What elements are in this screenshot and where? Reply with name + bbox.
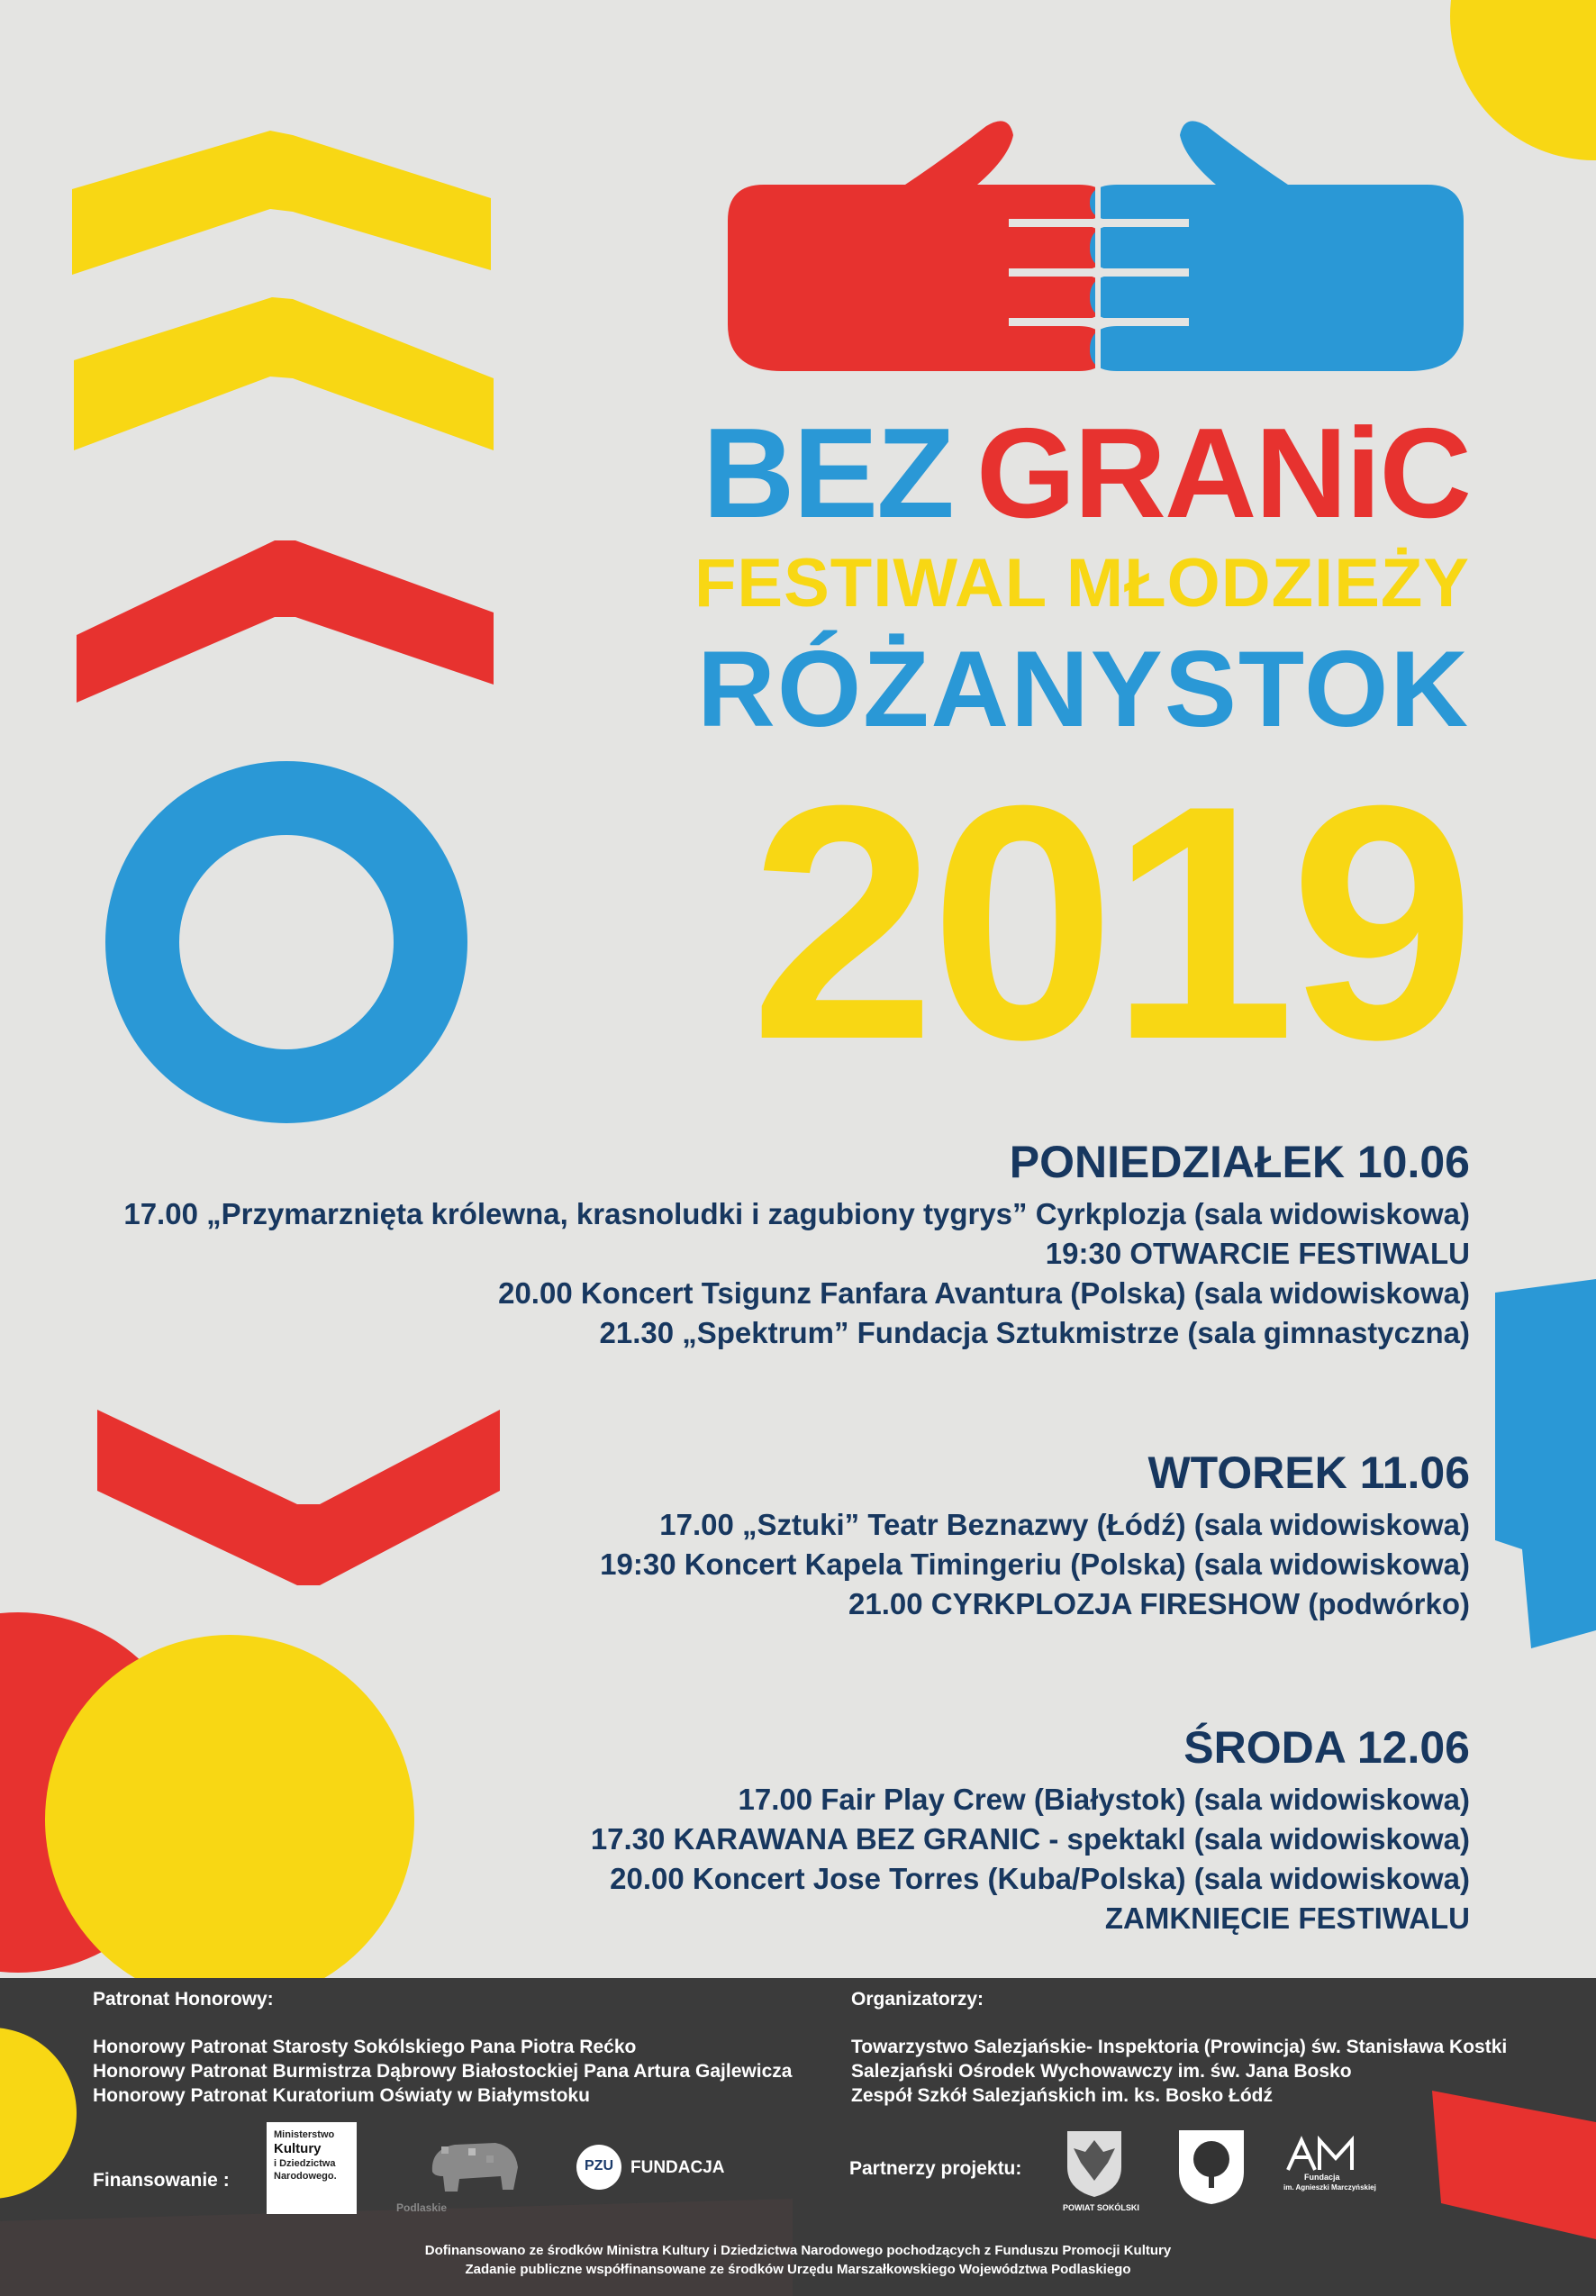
festival-city: RÓŻANYSTOK [697,629,1470,749]
schedule-day-wednesday [591,1722,1470,1938]
pzu-mark: PZU [585,2158,613,2173]
ministry-logo-line: Narodowego. [274,2171,337,2182]
ministry-logo-line: Kultury [274,2141,322,2156]
sponsors-footer [0,1978,1596,2296]
event-item: 17.00 „Sztuki” Teatr Beznazwy (Łódź) (sala widowiskowa) [659,1507,1470,1541]
yellow-circle-left [45,1635,414,2004]
brand-bez: BEZ [702,402,953,545]
event-item: 19:30 OTWARCIE FESTIWALU [1045,1236,1470,1270]
finansowanie-label: Finansowanie : [93,2170,230,2191]
ministry-logo [267,2122,357,2214]
yellow-chevron-1 [72,131,491,275]
patronat-heading: Patronat Honorowy: [93,1989,274,2010]
ministry-logo-line: i Dziedzictwa [274,2158,336,2169]
event-item: 19:30 Koncert Kapela Timingeriu (Polska) (sala widowiskowa) [600,1547,1470,1581]
organizator-line: Zespół Szkół Salezjańskich im. ks. Bosko Łódź [851,2085,1273,2106]
day-heading: ŚRODA 12.06 [1183,1722,1470,1773]
organizatorzy-heading: Organizatorzy: [851,1989,984,2010]
powiat-eagle-logo [1063,2127,1126,2199]
powiat-label: POWIAT SOKÓLSKI [1063,2203,1139,2212]
festival-year: 2019 [749,737,1470,1109]
yellow-chevron-2 [74,297,494,450]
festival-name [702,402,1470,545]
tree-crest-logo [1175,2127,1247,2206]
funding-note: Zadanie publiczne współfinansowane ze środków Urzędu Marszałkowskiego Województwa Podlaskiego [465,2262,1131,2277]
podlaskie-bison-logo [423,2136,527,2199]
event-item: 20.00 Koncert Jose Torres (Kuba/Polska) (sala widowiskowa) [610,1861,1470,1895]
footer-yellow-circle [0,2028,77,2199]
day-heading: PONIEDZIAŁEK 10.06 [1009,1137,1470,1187]
am-foundation-line: Fundacja [1304,2173,1340,2182]
schedule-day-tuesday [600,1447,1470,1624]
am-foundation-logo [1283,2136,1356,2172]
blue-edge-shape [1495,1279,1596,1648]
am-foundation-line: im. Agnieszki Marczyńskiej [1283,2183,1376,2192]
organizator-line: Salezjański Ośrodek Wychowawczy im. św. Jana Bosko [851,2061,1352,2082]
funding-note: Dofinansowano ze środków Ministra Kultury i Dziedzictwa Narodowego pochodzących z Funduszu Promocji Kultury [424,2243,1172,2258]
event-item: 21.30 „Spektrum” Fundacja Sztukmistrze (sala gimnastyczna) [599,1315,1470,1349]
yellow-circle-top-right [1450,0,1596,160]
event-item: 21.00 CYRKPLOZJA FIRESHOW (podwórko) [848,1586,1470,1620]
event-item: 17.00 „Przymarznięta królewna, krasnoludki i zagubiony tygrys” Cyrkplozja (sala widowiskowa) [123,1196,1470,1230]
patronat-line: Honorowy Patronat Starosty Sokólskiego Pana Piotra Rećko [93,2037,637,2057]
day-heading: WTOREK 11.06 [1147,1447,1470,1498]
footer-red-shape [1432,2091,1596,2239]
pzu-logo [576,2145,621,2190]
event-item: 17.30 KARAWANA BEZ GRANIC - spektakl (sala widowiskowa) [590,1821,1470,1856]
patronat-line: Honorowy Patronat Burmistrza Dąbrowy Białostockiej Pana Artura Gajlewicza [93,2061,793,2082]
organizator-line: Towarzystwo Salezjańskie- Inspektoria (Prowincja) św. Stanisława Kostki [851,2037,1508,2057]
festival-subtitle: FESTIWAL MŁODZIEŻY [694,545,1470,622]
red-v-chevron [97,1410,500,1585]
partnerzy-label: Partnerzy projektu: [849,2158,1022,2179]
event-item: 20.00 Koncert Tsigunz Fanfara Avantura (Polska) (sala widowiskowa) [498,1275,1470,1310]
event-item: ZAMKNIĘCIE FESTIWALU [1104,1901,1470,1935]
pzu-fundacja-text: FUNDACJA [630,2158,725,2177]
schedule-day-monday [123,1137,1470,1353]
event-item: 17.00 Fair Play Crew (Białystok) (sala widowiskowa) [738,1782,1470,1816]
ministry-logo-line: Ministerstwo [274,2129,335,2140]
patronat-line: Honorowy Patronat Kuratorium Oświaty w Białymstoku [93,2085,590,2106]
brand-granic: GRANiC [975,402,1470,545]
blue-ring [142,798,431,1086]
podlaskie-label: Podlaskie [396,2201,448,2214]
red-chevron [77,540,494,703]
hands-logo [728,121,1464,374]
